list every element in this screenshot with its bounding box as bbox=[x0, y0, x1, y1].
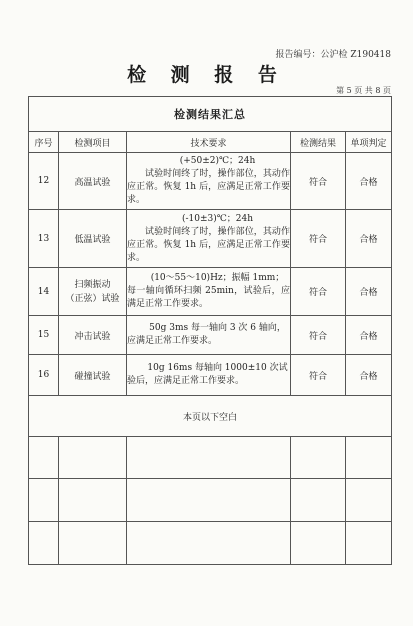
table-row bbox=[29, 268, 392, 316]
empty-row bbox=[29, 437, 392, 479]
row-verdict: 合格 bbox=[346, 268, 392, 316]
empty-cell bbox=[346, 479, 392, 522]
row-requirement bbox=[127, 268, 291, 316]
table-row bbox=[29, 153, 392, 210]
empty-cell bbox=[59, 479, 127, 522]
empty-cell bbox=[59, 437, 127, 479]
col-header-item: 检测项目 bbox=[59, 132, 127, 153]
requirement-detail: 每一轴向循环扫频 25min，试验后，应满足正常工作要求。 bbox=[127, 286, 290, 309]
row-no: 16 bbox=[29, 355, 59, 396]
row-result: 符合 bbox=[291, 210, 346, 268]
requirement-condition: (-10±3)℃；24h bbox=[181, 213, 254, 224]
requirement-detail: 试验时间终了时，操作部位，其动作应正常。恢复 1h 后，应满足正常工作要求。 bbox=[127, 169, 290, 205]
row-verdict: 合格 bbox=[346, 355, 392, 396]
row-item: 低温试验 bbox=[59, 210, 127, 268]
table-banner: 检测结果汇总 bbox=[29, 97, 392, 132]
empty-cell bbox=[291, 522, 346, 565]
empty-cell bbox=[346, 522, 392, 565]
item-line: （正弦）试验 bbox=[65, 293, 120, 304]
row-requirement bbox=[127, 153, 291, 210]
page-indicator: 第 5 页 共 8 页 bbox=[336, 86, 391, 95]
table-row bbox=[29, 210, 392, 268]
row-result: 符合 bbox=[291, 268, 346, 316]
row-verdict: 合格 bbox=[346, 210, 392, 268]
results-table bbox=[28, 96, 392, 565]
row-item: 高温试验 bbox=[59, 153, 127, 210]
empty-cell bbox=[291, 437, 346, 479]
empty-cell bbox=[127, 522, 291, 565]
empty-cell bbox=[127, 437, 291, 479]
row-no: 14 bbox=[29, 268, 59, 316]
requirement-detail: 验后，应满足正常工作要求。 bbox=[127, 376, 245, 386]
empty-cell bbox=[29, 522, 59, 565]
row-item bbox=[59, 268, 127, 316]
row-verdict: 合格 bbox=[346, 153, 392, 210]
empty-cell bbox=[346, 437, 392, 479]
row-no: 12 bbox=[29, 153, 59, 210]
requirement-detail: 应满足正常工作要求。 bbox=[127, 336, 218, 346]
requirement-condition: (10～55～10)Hz；振幅 1mm； bbox=[150, 273, 285, 283]
row-item: 碰撞试验 bbox=[59, 355, 127, 396]
col-header-requirement: 技术要求 bbox=[127, 132, 291, 153]
row-no: 13 bbox=[29, 210, 59, 268]
requirement-detail: 试验时间终了时，操作部位，其动作应正常。恢复 1h 后，应满足正常工作要求。 bbox=[127, 226, 290, 263]
empty-cell bbox=[29, 437, 59, 479]
col-header-verdict: 单项判定 bbox=[346, 132, 392, 153]
empty-cell bbox=[127, 479, 291, 522]
row-requirement bbox=[127, 316, 291, 355]
row-requirement bbox=[127, 210, 291, 268]
table-row bbox=[29, 316, 392, 355]
row-result: 符合 bbox=[291, 355, 346, 396]
row-item: 冲击试验 bbox=[59, 316, 127, 355]
row-no: 15 bbox=[29, 316, 59, 355]
col-header-no: 序号 bbox=[29, 132, 59, 153]
item-line: 扫频振动 bbox=[74, 279, 111, 290]
row-verdict: 合格 bbox=[346, 316, 392, 355]
row-result: 符合 bbox=[291, 153, 346, 210]
empty-row bbox=[29, 522, 392, 565]
empty-cell bbox=[59, 522, 127, 565]
col-header-result: 检测结果 bbox=[291, 132, 346, 153]
report-number: 报告编号：公沪检 Z190418 bbox=[275, 50, 391, 60]
blank-note: 本页以下空白 bbox=[29, 396, 392, 437]
document-title: 检 测 报 告 bbox=[127, 64, 286, 86]
requirement-condition: 50g 3ms 每一轴向 3 次 6 轴向， bbox=[149, 323, 286, 333]
row-requirement bbox=[127, 355, 291, 396]
row-result: 符合 bbox=[291, 316, 346, 355]
empty-cell bbox=[29, 479, 59, 522]
requirement-condition: 10g 16ms 每轴向 1000±10 次试 bbox=[147, 363, 288, 373]
empty-cell bbox=[291, 479, 346, 522]
table-row bbox=[29, 355, 392, 396]
header-row bbox=[29, 132, 392, 153]
empty-row bbox=[29, 479, 392, 522]
requirement-condition: (+50±2)℃；24h bbox=[179, 156, 256, 166]
